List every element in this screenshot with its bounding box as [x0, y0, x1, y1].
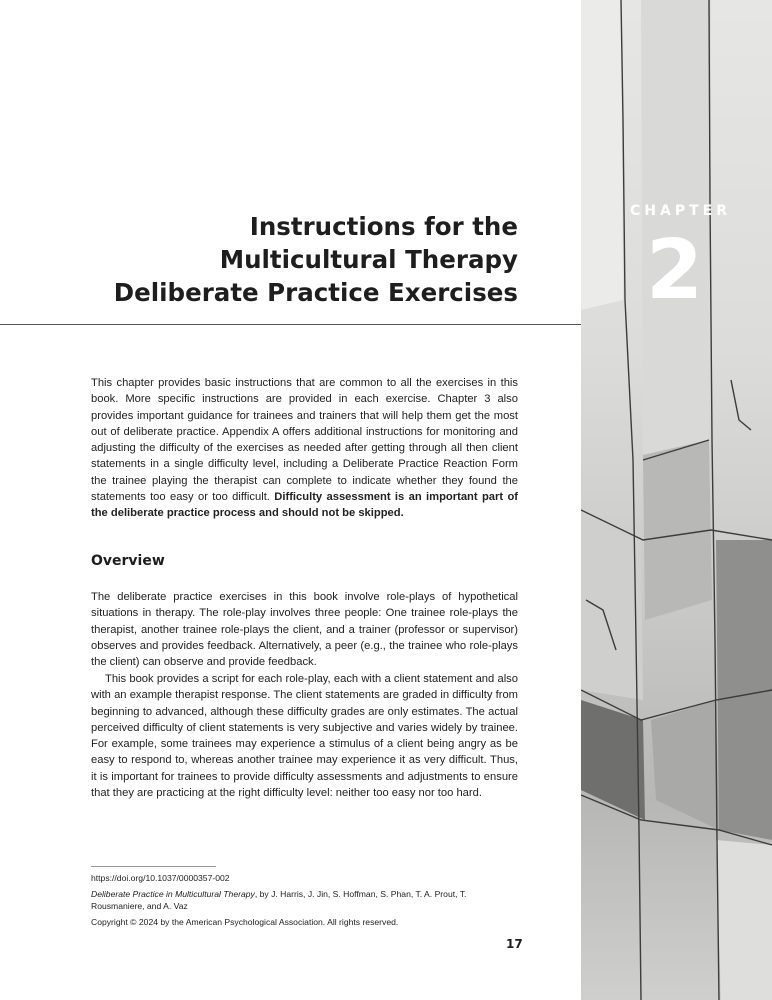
section-heading-overview: Overview [91, 553, 165, 569]
chapter-art-panel [581, 0, 772, 1000]
citation [91, 888, 521, 913]
title-divider [0, 324, 581, 325]
page-number: 17 [506, 937, 523, 951]
footnote-divider [91, 866, 216, 867]
intro-paragraph [91, 375, 518, 522]
overview-paragraph-1: The deliberate practice exercises in this book involve role-plays of hypothetical situations in therapy. The role-play involves three people: One trainee role-plays the therapist, another trainee role-plays the client, and a trainer (professor or supervisor) observes and provides feedback. Alternatively, a peer (e.g., the trainee who role-plays the client) can observe and provide feedback. [91, 591, 518, 669]
copyright-notice: Copyright © 2024 by the American Psychological Association. All rights reserved. [91, 916, 399, 927]
chapter-title [18, 210, 518, 309]
intro-text: This chapter provides basic instructions that are common to all the exercises in this book. More specific instructions are provided in each exercise. Chapter 3 also provides important guidance for trainees and trainers that will help them get the most out of deliberate practice. Appendix A offers additional instructions for monitoring and adjusting the difficulty of the exercises as needed after getting through all then client statements in a single difficulty level, including a Deliberate Practice Reaction Form the trainee playing the therapist can complete to indicate whether they found the statements too easy or too difficult. [91, 377, 518, 504]
chapter-title-line: Deliberate Practice Exercises [113, 278, 518, 307]
chapter-number: 2 [646, 223, 704, 318]
doi-link[interactable]: https://doi.org/10.1037/0000357-002 [91, 873, 230, 883]
chapter-title-line: Multicultural Therapy [219, 245, 518, 274]
book-title: Deliberate Practice in Multicultural Therapy [91, 888, 255, 899]
footnotes [91, 872, 521, 931]
citation-authors: , by J. Harris, J. Jin, S. Hoffman, S. Phan, T. A. Prout, T. Rousmaniere, and A. Vaz [91, 888, 467, 911]
chapter-title-line: Instructions for the [249, 212, 518, 241]
overview-paragraph-2: This book provides a script for each role-play, each with a client statement and also with an example therapist response. The client statements are graded in difficulty from beginning to advanced, although these difficulty grades are only estimates. The actual perceived difficulty of client statements is very subjective and varies widely by trainee. For example, some trainees may experience a stimulus of a client being angry as be easy to respond to, whereas another trainee may experience it as very difficult. Thus, it is important for trainees to provide difficulty assessments and adjustments to ensure that they are practicing at the right difficulty level: neither too easy nor too hard. [91, 673, 518, 800]
intro-bold-text: Difficulty assessment is an important part of the deliberate practice process and should not be skipped. [91, 491, 519, 520]
concrete-texture-art [581, 0, 772, 1000]
chapter-label: CHAPTER [630, 203, 731, 219]
